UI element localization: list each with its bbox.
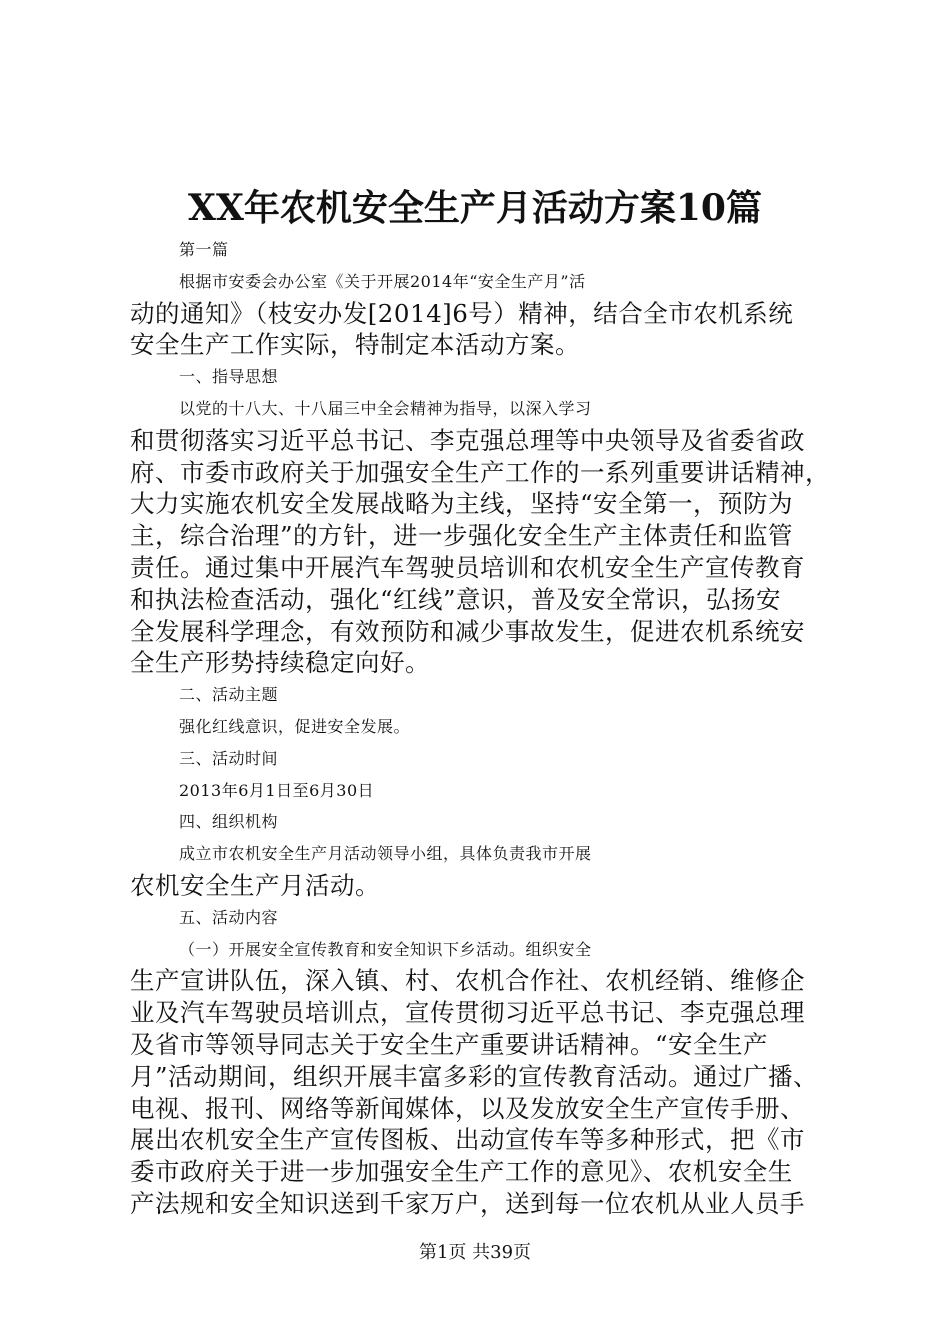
body-line: 责任。通过集中开展汽车驾驶员培训和农机安全生产宣传教育 — [130, 552, 805, 582]
page-footer: 第1页 共39页 — [418, 1242, 532, 1263]
body-line: 委市政府关于进一步加强安全生产工作的意见》、农机安全生 — [130, 1157, 793, 1187]
body-line: 主，综合治理”的方针，进一步强化安全生产主体责任和监管 — [130, 521, 794, 551]
body-line: 以党的十八大、十八届三中全会精神为指导，以深入学习 — [179, 398, 592, 418]
body-line: 2013年6月1日至6月30日 — [179, 780, 375, 800]
body-line: 产法规和安全知识送到千家万户，送到每一位农机从业人员手 — [130, 1188, 805, 1218]
body-line: 和贯彻落实习近平总书记、李克强总理等中央领导及省委省政 — [130, 425, 805, 455]
body-line: 业及汽车驾驶员培训点，宣传贯彻习近平总书记、李克强总理 — [130, 998, 805, 1028]
body-line: 第一篇 — [179, 240, 229, 259]
body-line: 全生产形势持续稳定向好。 — [130, 648, 430, 678]
body-line: 一、指导思想 — [179, 367, 279, 387]
body-line: 动的通知》（枝安办发[2014]6号）精神，结合全市农机系统 — [130, 298, 794, 328]
body-line: 强化红线意识，促进安全发展。 — [179, 716, 411, 736]
body-line: （一）开展安全宣传教育和安全知识下乡活动。组织安全 — [179, 939, 592, 959]
body-line: 月”活动期间，组织开展丰富多彩的宣传教育活动。通过广播、 — [130, 1061, 819, 1091]
body-line: 及省市等领导同志关于安全生产重要讲话精神。“安全生产 — [130, 1029, 769, 1059]
body-line: 府、市委市政府关于加强安全生产工作的一系列重要讲话精神， — [130, 457, 830, 487]
body-line: 五、活动内容 — [179, 907, 279, 927]
body-line: 生产宣讲队伍，深入镇、村、农机合作社、农机经销、维修企 — [130, 966, 805, 996]
body-line: 大力实施农机安全发展战略为主线，坚持“安全第一，预防为 — [130, 489, 794, 519]
body-line: 成立市农机安全生产月活动领导小组，具体负责我市开展 — [179, 844, 592, 864]
document-body — [130, 234, 830, 1220]
body-line: 三、活动时间 — [179, 748, 279, 768]
body-line: 根据市安委会办公室《关于开展2014年“安全生产月”活 — [179, 271, 586, 291]
body-line: 二、活动主题 — [179, 685, 279, 705]
body-line: 农机安全生产月活动。 — [130, 870, 380, 900]
document-title: XX年农机安全生产月活动方案10篇 — [188, 187, 762, 229]
body-line: 和执法检查活动，强化“红线”意识，普及安全常识，弘扬安 — [130, 584, 782, 614]
body-line: 四、组织机构 — [179, 812, 279, 832]
body-line: 全发展科学理念，有效预防和减少事故发生，促进农机系统安 — [130, 616, 805, 646]
body-line: 电视、报刊、网络等新闻媒体，以及发放安全生产宣传手册、 — [130, 1093, 805, 1123]
body-line: 安全生产工作实际，特制定本活动方案。 — [130, 330, 580, 360]
body-line: 展出农机安全生产宣传图板、出动宣传车等多种形式，把《市 — [130, 1125, 805, 1155]
